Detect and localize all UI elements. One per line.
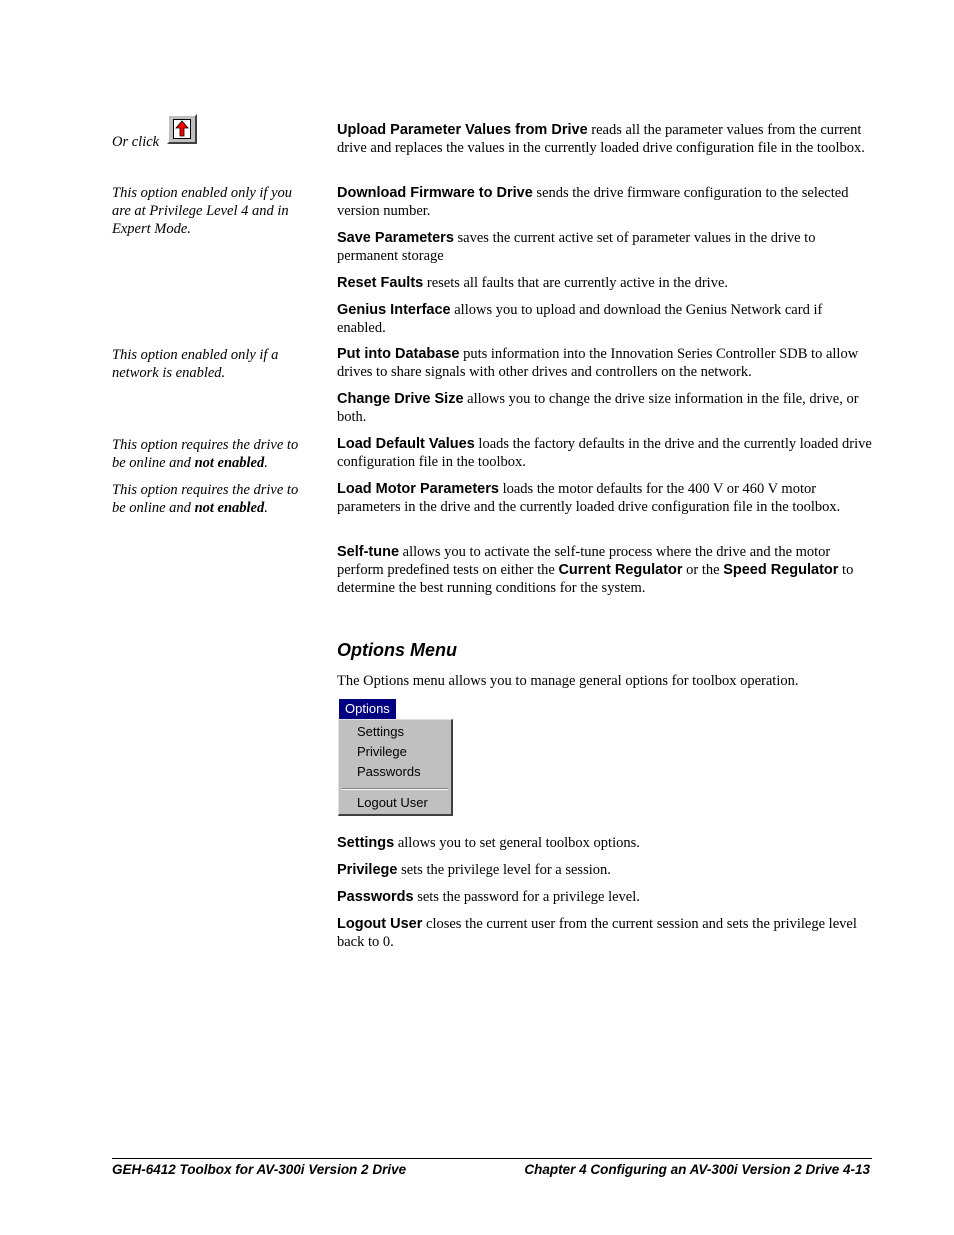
menu-item-logout-user[interactable]: Logout User: [357, 795, 428, 810]
footer-right: Chapter 4 Configuring an AV-300i Version 2 Drive 4-13: [524, 1162, 870, 1177]
menu-item-passwords[interactable]: Passwords: [357, 764, 421, 779]
footer-left: GEH-6412 Toolbox for AV-300i Version 2 Drive: [112, 1162, 407, 1177]
upload-arrow-icon[interactable]: [167, 114, 197, 144]
menu-item-settings[interactable]: Settings: [357, 724, 404, 739]
menu-item-privilege[interactable]: Privilege: [357, 744, 407, 759]
menu-separator: [342, 788, 448, 790]
options-intro: The Options menu allows you to manage general options for toolbox operation.: [337, 673, 799, 689]
para-save-parameters: Save Parameters saves the current active set of parameter values in the drive to permanent storage: [337, 230, 816, 264]
para-privilege: Privilege sets the privilege level for a session.: [337, 862, 611, 878]
note-expert-mode: This option enabled only if you are at Privilege Level 4 and in Expert Mode.: [112, 185, 293, 237]
or-click-label: Or click: [112, 134, 160, 150]
note-online-not-enabled-2: This option requires the drive to be online and not enabled.: [112, 482, 299, 516]
note-network-enabled: This option enabled only if a network is enabled.: [112, 347, 279, 381]
para-change-drive-size: Change Drive Size allows you to change the drive size information in the file, drive, or both.: [337, 391, 859, 425]
para-upload-parameters: Upload Parameter Values from Drive reads all the parameter values from the current drive and replaces the values in the currently loaded drive configuration file in the toolbox.: [337, 122, 865, 156]
para-genius-interface: Genius Interface allows you to upload and download the Genius Network card if enabled.: [337, 302, 823, 336]
footer-rule: [112, 1158, 872, 1159]
options-dropdown: [338, 719, 453, 816]
para-load-motor-parameters: Load Motor Parameters loads the motor defaults for the 400 V or 460 V motor parameters in the drive and the currently loaded drive configuration file in the toolbox.: [337, 481, 841, 515]
para-logout-user: Logout User closes the current user from the current session and sets the privilege level back to 0.: [337, 916, 857, 950]
para-reset-faults: Reset Faults resets all faults that are currently active in the drive.: [337, 275, 729, 291]
note-online-not-enabled-1: This option requires the drive to be online and not enabled.: [112, 437, 299, 471]
para-self-tune: Self-tune allows you to activate the self-tune process where the drive and the motor perform predefined tests on either the Current Regulator or the Speed Regulator to determine the best running conditions for the system.: [337, 544, 854, 596]
para-put-into-database: Put into Database puts information into the Innovation Series Controller SDB to allow drives to share signals with other drives and controllers on the network.: [337, 346, 859, 380]
section-heading-options-menu: Options Menu: [337, 640, 457, 660]
para-load-default-values: Load Default Values loads the factory defaults in the drive and the currently loaded drive configuration file in the toolbox.: [337, 436, 872, 470]
para-settings: Settings allows you to set general toolbox options.: [337, 835, 640, 851]
para-download-firmware: Download Firmware to Drive sends the drive firmware configuration to the selected version number.: [337, 185, 849, 219]
para-passwords: Passwords sets the password for a privilege level.: [337, 889, 640, 905]
options-menu-title[interactable]: Options: [339, 699, 396, 719]
